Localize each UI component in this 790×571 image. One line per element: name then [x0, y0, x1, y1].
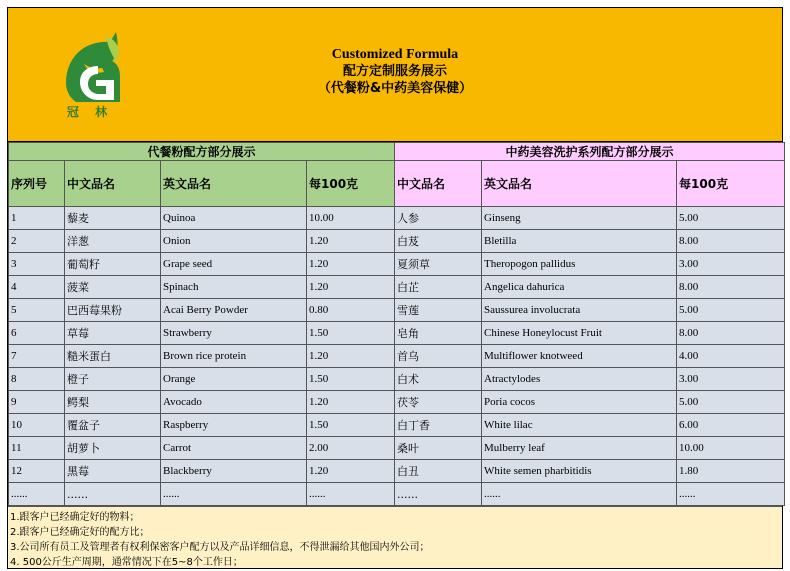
col-cn-name-right: 中文品名: [395, 161, 482, 207]
cell-lcn: 糙米蛋白: [65, 345, 161, 368]
table-body: [9, 207, 785, 506]
cell-lcn: 覆盆子: [65, 414, 161, 437]
header-banner: [8, 8, 782, 142]
cell-idx: 5: [9, 299, 65, 322]
cell-len: Raspberry: [161, 414, 307, 437]
cell-lval: 1.50: [307, 368, 395, 391]
cell-idx: ......: [9, 483, 65, 506]
cell-len: Blackberry: [161, 460, 307, 483]
formula-sheet: [7, 7, 783, 569]
cell-idx: 2: [9, 230, 65, 253]
table-row: [9, 276, 785, 299]
cell-ren: Multiflower knotweed: [482, 345, 677, 368]
cell-rcn: 首乌: [395, 345, 482, 368]
cell-rcn: 桑叶: [395, 437, 482, 460]
cell-lcn: 巴西莓果粉: [65, 299, 161, 322]
table-row: [9, 345, 785, 368]
cell-ren: Ginseng: [482, 207, 677, 230]
cell-rcn: 白芷: [395, 276, 482, 299]
col-per100-left: 每100克: [307, 161, 395, 207]
col-cn-name-left: 中文品名: [65, 161, 161, 207]
cell-len: Spinach: [161, 276, 307, 299]
cell-rval: 8.00: [677, 276, 785, 299]
cell-ren: Saussurea involucrata: [482, 299, 677, 322]
cell-rcn: 雪莲: [395, 299, 482, 322]
cell-lval: 1.20: [307, 460, 395, 483]
section-right-title: 中药美容洗护系列配方部分展示: [395, 143, 785, 161]
cell-ren: Chinese Honeylocust Fruit: [482, 322, 677, 345]
table-row: [9, 322, 785, 345]
cell-idx: 6: [9, 322, 65, 345]
table-row: [9, 391, 785, 414]
cell-lcn: 藜麦: [65, 207, 161, 230]
notes-block: [8, 506, 782, 568]
cell-lval: 1.20: [307, 391, 395, 414]
cell-rval: 8.00: [677, 230, 785, 253]
cell-len: Orange: [161, 368, 307, 391]
cell-rval: 3.00: [677, 253, 785, 276]
note-1: 1.跟客户已经确定好的物料；: [10, 512, 140, 523]
cell-len: Grape seed: [161, 253, 307, 276]
table-row: [9, 483, 785, 506]
section-left-title: 代餐粉配方部分展示: [9, 143, 395, 161]
logo-text: 冠 林: [66, 105, 114, 119]
cell-rcn: 夏须草: [395, 253, 482, 276]
col-per100-right: 每100克: [677, 161, 785, 207]
table-row: [9, 299, 785, 322]
cell-idx: 7: [9, 345, 65, 368]
title-en: Customized Formula: [331, 47, 459, 62]
table-row: [9, 460, 785, 483]
cell-lcn: 黑莓: [65, 460, 161, 483]
cell-lval: 1.20: [307, 230, 395, 253]
cell-len: Brown rice protein: [161, 345, 307, 368]
cell-lcn: 洋葱: [65, 230, 161, 253]
cell-lcn: 草莓: [65, 322, 161, 345]
cell-len: Quinoa: [161, 207, 307, 230]
cell-ren: Bletilla: [482, 230, 677, 253]
note-3: 3.公司所有员工及管理者有权利保密客户配方以及产品详细信息，不得泄漏给其他国内外公司；: [10, 542, 430, 553]
cell-rval: 4.00: [677, 345, 785, 368]
cell-rval: 5.00: [677, 299, 785, 322]
cell-rcn: 茯苓: [395, 391, 482, 414]
formula-table: [8, 142, 785, 506]
col-en-name-right: 英文品名: [482, 161, 677, 207]
cell-lcn: 胡萝卜: [65, 437, 161, 460]
cell-idx: 11: [9, 437, 65, 460]
cell-ren: ......: [482, 483, 677, 506]
page-title-block: [8, 46, 782, 97]
cell-lcn: 橙子: [65, 368, 161, 391]
cell-rcn: 白术: [395, 368, 482, 391]
cell-idx: 1: [9, 207, 65, 230]
cell-rval: 10.00: [677, 437, 785, 460]
note-2: 2.跟客户已经确定好的配方比；: [10, 527, 150, 538]
cell-rval: 3.00: [677, 368, 785, 391]
cell-len: Carrot: [161, 437, 307, 460]
cell-lval: 1.20: [307, 345, 395, 368]
col-en-name-left: 英文品名: [161, 161, 307, 207]
cell-ren: Theropogon pallidus: [482, 253, 677, 276]
cell-rcn: 皂角: [395, 322, 482, 345]
cell-ren: Mulberry leaf: [482, 437, 677, 460]
cell-lcn: 菠菜: [65, 276, 161, 299]
cell-ren: White semen pharbitidis: [482, 460, 677, 483]
col-index: 序列号: [9, 161, 65, 207]
cell-len: Onion: [161, 230, 307, 253]
table-row: [9, 230, 785, 253]
cell-len: Acai Berry Powder: [161, 299, 307, 322]
column-header-row: [9, 161, 785, 207]
cell-ren: Atractylodes: [482, 368, 677, 391]
cell-lval: 1.20: [307, 253, 395, 276]
cell-rcn: 人参: [395, 207, 482, 230]
cell-lval: ......: [307, 483, 395, 506]
cell-lval: 1.50: [307, 414, 395, 437]
title-cn: 配方定制服务展示: [342, 64, 447, 79]
section-header-row: [9, 143, 785, 161]
cell-lval: 1.20: [307, 276, 395, 299]
table-row: [9, 437, 785, 460]
cell-lval: 2.00: [307, 437, 395, 460]
cell-ren: Poria cocos: [482, 391, 677, 414]
cell-idx: 10: [9, 414, 65, 437]
cell-ren: White lilac: [482, 414, 677, 437]
cell-idx: 12: [9, 460, 65, 483]
cell-lcn: 鳄梨: [65, 391, 161, 414]
cell-rval: 1.80: [677, 460, 785, 483]
subtitle-cn: （代餐粉&中药美容保健）: [317, 81, 473, 96]
table-row: [9, 207, 785, 230]
cell-len: Avocado: [161, 391, 307, 414]
cell-rval: 8.00: [677, 322, 785, 345]
cell-rval: ......: [677, 483, 785, 506]
cell-len: Strawberry: [161, 322, 307, 345]
cell-rval: 5.00: [677, 391, 785, 414]
table-row: [9, 253, 785, 276]
cell-rcn: 白丑: [395, 460, 482, 483]
cell-rcn: 白丁香: [395, 414, 482, 437]
cell-lval: 10.00: [307, 207, 395, 230]
cell-ren: Angelica dahurica: [482, 276, 677, 299]
cell-rcn: ......: [395, 483, 482, 506]
cell-rcn: 白芨: [395, 230, 482, 253]
cell-idx: 4: [9, 276, 65, 299]
cell-lval: 0.80: [307, 299, 395, 322]
cell-len: ......: [161, 483, 307, 506]
cell-lcn: 葡萄籽: [65, 253, 161, 276]
cell-idx: 9: [9, 391, 65, 414]
cell-lval: 1.50: [307, 322, 395, 345]
cell-idx: 3: [9, 253, 65, 276]
table-row: [9, 414, 785, 437]
cell-idx: 8: [9, 368, 65, 391]
cell-rval: 5.00: [677, 207, 785, 230]
table-row: [9, 368, 785, 391]
cell-rval: 6.00: [677, 414, 785, 437]
note-4: 4. 500公斤生产周期，通常情况下在5~8个工作日；: [10, 557, 243, 568]
cell-lcn: ......: [65, 483, 161, 506]
